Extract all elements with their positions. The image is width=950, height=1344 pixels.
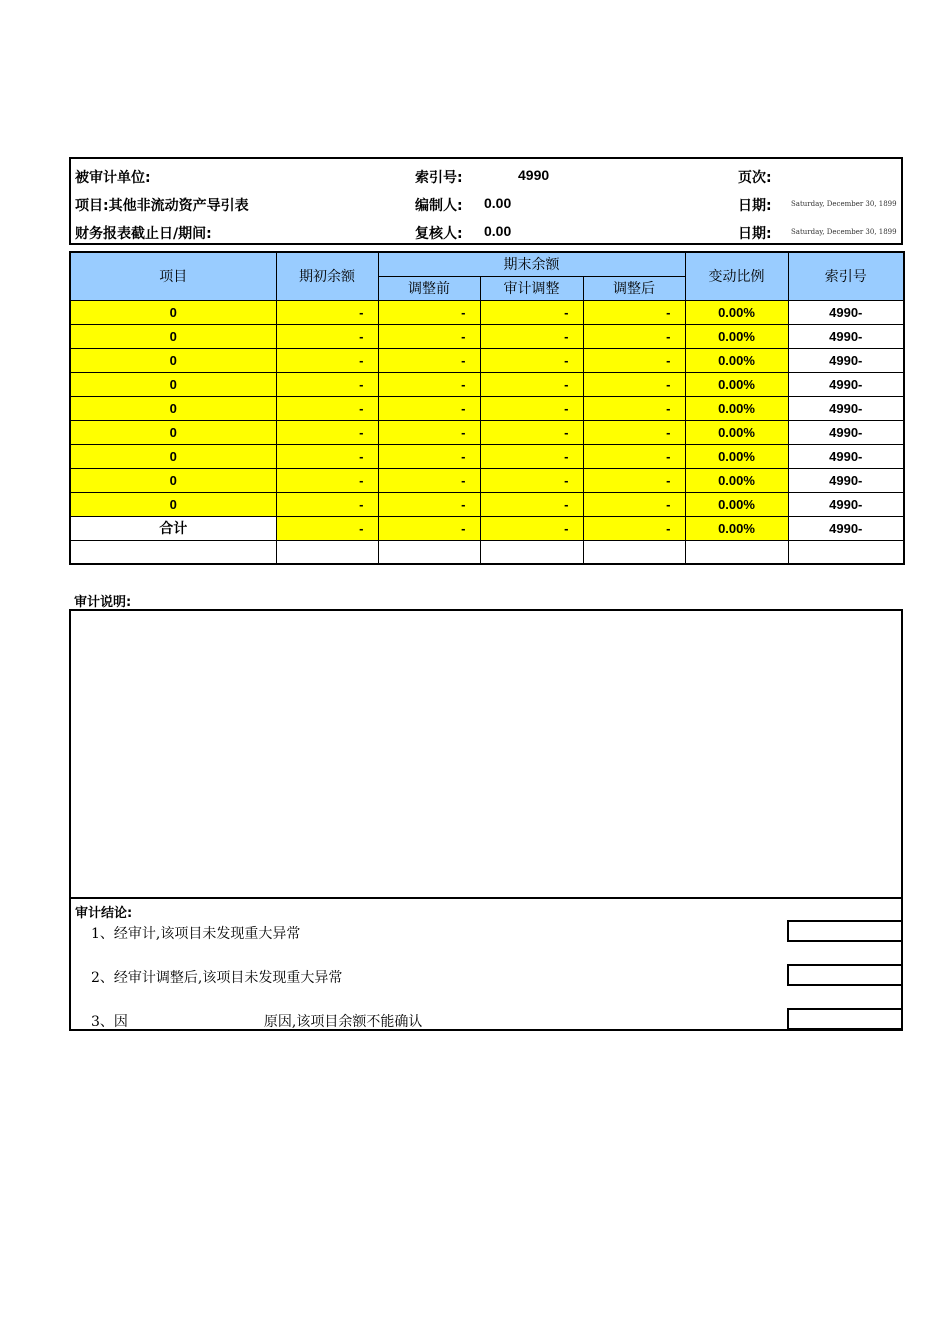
header-index: 索引号 bbox=[788, 252, 904, 300]
page-label: 页次: bbox=[738, 170, 772, 186]
table-row bbox=[70, 396, 904, 420]
cell-opening[interactable]: - bbox=[276, 300, 378, 324]
cell-item[interactable]: 0 bbox=[70, 420, 276, 444]
cell-adj[interactable]: - bbox=[480, 396, 583, 420]
info-row-period bbox=[71, 217, 901, 245]
conclusion-item-3 bbox=[91, 1011, 422, 1031]
total-after[interactable]: - bbox=[583, 516, 685, 540]
cell-adj[interactable]: - bbox=[480, 444, 583, 468]
cell-index[interactable]: 4990- bbox=[788, 420, 904, 444]
cell-before[interactable]: - bbox=[378, 372, 480, 396]
header-before-adj: 调整前 bbox=[378, 276, 480, 300]
audit-notes-box[interactable] bbox=[69, 609, 903, 899]
cell-adj[interactable]: - bbox=[480, 468, 583, 492]
cell-before[interactable]: - bbox=[378, 444, 480, 468]
guide-table bbox=[69, 251, 905, 565]
date-value-1[interactable]: Saturday, December 30, 1899 bbox=[791, 200, 897, 208]
table-row bbox=[70, 348, 904, 372]
audit-conclusion-box bbox=[69, 897, 903, 1031]
cell-adj[interactable]: - bbox=[480, 372, 583, 396]
empty-cell[interactable] bbox=[685, 540, 788, 564]
cell-item[interactable]: 0 bbox=[70, 468, 276, 492]
cell-before[interactable]: - bbox=[378, 396, 480, 420]
cell-after[interactable]: - bbox=[583, 492, 685, 516]
header-change-ratio: 变动比例 bbox=[685, 252, 788, 300]
reviewer-value[interactable]: 0.00 bbox=[484, 223, 512, 239]
date-label-2: 日期: bbox=[738, 226, 772, 242]
cell-after[interactable]: - bbox=[583, 444, 685, 468]
table-row bbox=[70, 324, 904, 348]
preparer-label: 编制人: bbox=[415, 198, 463, 214]
cell-index[interactable]: 4990- bbox=[788, 492, 904, 516]
cell-opening[interactable]: - bbox=[276, 444, 378, 468]
empty-cell[interactable] bbox=[276, 540, 378, 564]
conclusion-title: 审计结论: bbox=[75, 906, 133, 921]
cell-after[interactable]: - bbox=[583, 372, 685, 396]
header-info-box bbox=[69, 157, 903, 245]
cell-ratio[interactable]: 0.00% bbox=[685, 348, 788, 372]
reviewer-label: 复核人: bbox=[415, 226, 463, 242]
cell-opening[interactable]: - bbox=[276, 396, 378, 420]
preparer-value[interactable]: 0.00 bbox=[484, 195, 512, 211]
total-ratio[interactable]: 0.00% bbox=[685, 516, 788, 540]
cell-opening[interactable]: - bbox=[276, 468, 378, 492]
cell-opening[interactable]: - bbox=[276, 372, 378, 396]
cell-item[interactable]: 0 bbox=[70, 372, 276, 396]
cell-ratio[interactable]: 0.00% bbox=[685, 468, 788, 492]
cell-index[interactable]: 4990- bbox=[788, 324, 904, 348]
header-closing: 期末余额 bbox=[378, 252, 685, 276]
cell-index[interactable]: 4990- bbox=[788, 444, 904, 468]
empty-cell[interactable] bbox=[788, 540, 904, 564]
cell-item[interactable]: 0 bbox=[70, 492, 276, 516]
info-row-unit bbox=[71, 161, 901, 189]
cell-ratio[interactable]: 0.00% bbox=[685, 372, 788, 396]
cell-index[interactable]: 4990- bbox=[788, 372, 904, 396]
cell-item[interactable]: 0 bbox=[70, 324, 276, 348]
period-label: 财务报表截止日/期间: bbox=[75, 226, 212, 242]
cell-index[interactable]: 4990- bbox=[788, 300, 904, 324]
cell-after[interactable]: - bbox=[583, 324, 685, 348]
table-row bbox=[70, 468, 904, 492]
empty-row bbox=[70, 540, 904, 564]
header-opening: 期初余额 bbox=[276, 252, 378, 300]
cell-item[interactable]: 0 bbox=[70, 444, 276, 468]
cell-after[interactable]: - bbox=[583, 468, 685, 492]
header-item: 项目 bbox=[70, 252, 276, 300]
empty-cell[interactable] bbox=[583, 540, 685, 564]
conclusion-item-2: 2、经审计调整后,该项目未发现重大异常 bbox=[91, 970, 343, 986]
conclusion-item-3-prefix: 3、因 bbox=[91, 1014, 128, 1030]
total-opening[interactable]: - bbox=[276, 516, 378, 540]
total-row bbox=[70, 516, 904, 540]
cell-ratio[interactable]: 0.00% bbox=[685, 396, 788, 420]
cell-opening[interactable]: - bbox=[276, 324, 378, 348]
cell-before[interactable]: - bbox=[378, 300, 480, 324]
cell-opening[interactable]: - bbox=[276, 492, 378, 516]
index-value[interactable]: 4990 bbox=[518, 167, 550, 183]
cell-after[interactable]: - bbox=[583, 420, 685, 444]
header-after-adj: 调整后 bbox=[583, 276, 685, 300]
cell-ratio[interactable]: 0.00% bbox=[685, 300, 788, 324]
table-row bbox=[70, 492, 904, 516]
total-before[interactable]: - bbox=[378, 516, 480, 540]
total-index[interactable]: 4990- bbox=[788, 516, 904, 540]
cell-before[interactable]: - bbox=[378, 492, 480, 516]
empty-cell[interactable] bbox=[480, 540, 583, 564]
total-label: 合计 bbox=[70, 516, 276, 540]
cell-adj[interactable]: - bbox=[480, 324, 583, 348]
total-adj[interactable]: - bbox=[480, 516, 583, 540]
cell-adj[interactable]: - bbox=[480, 492, 583, 516]
cell-opening[interactable]: - bbox=[276, 348, 378, 372]
cell-ratio[interactable]: 0.00% bbox=[685, 420, 788, 444]
cell-after[interactable]: - bbox=[583, 300, 685, 324]
cell-index[interactable]: 4990- bbox=[788, 468, 904, 492]
date-value-2[interactable]: Saturday, December 30, 1899 bbox=[791, 228, 897, 236]
conclusion-check-3[interactable] bbox=[787, 1008, 903, 1030]
conclusion-item-3-suffix: 原因,该项目余额不能确认 bbox=[263, 1014, 423, 1030]
cell-ratio[interactable]: 0.00% bbox=[685, 324, 788, 348]
cell-adj[interactable]: - bbox=[480, 420, 583, 444]
cell-item[interactable]: 0 bbox=[70, 348, 276, 372]
conclusion-check-1[interactable] bbox=[787, 920, 903, 942]
table-row bbox=[70, 300, 904, 324]
empty-cell[interactable] bbox=[378, 540, 480, 564]
table-row bbox=[70, 372, 904, 396]
project-label: 项目:其他非流动资产导引表 bbox=[75, 198, 249, 214]
date-label-1: 日期: bbox=[738, 198, 772, 214]
cell-item[interactable]: 0 bbox=[70, 396, 276, 420]
index-label: 索引号: bbox=[415, 170, 463, 186]
table-row bbox=[70, 420, 904, 444]
conclusion-check-2[interactable] bbox=[787, 964, 903, 986]
audit-notes-label: 审计说明: bbox=[74, 595, 132, 610]
cell-item[interactable]: 0 bbox=[70, 300, 276, 324]
cell-adj[interactable]: - bbox=[480, 300, 583, 324]
cell-opening[interactable]: - bbox=[276, 420, 378, 444]
cell-before[interactable]: - bbox=[378, 468, 480, 492]
table-row bbox=[70, 444, 904, 468]
info-row-project bbox=[71, 189, 901, 217]
cell-before[interactable]: - bbox=[378, 348, 480, 372]
cell-before[interactable]: - bbox=[378, 420, 480, 444]
cell-index[interactable]: 4990- bbox=[788, 396, 904, 420]
cell-adj[interactable]: - bbox=[480, 348, 583, 372]
cell-index[interactable]: 4990- bbox=[788, 348, 904, 372]
empty-cell[interactable] bbox=[70, 540, 276, 564]
cell-after[interactable]: - bbox=[583, 396, 685, 420]
cell-after[interactable]: - bbox=[583, 348, 685, 372]
header-audit-adj: 审计调整 bbox=[480, 276, 583, 300]
cell-ratio[interactable]: 0.00% bbox=[685, 492, 788, 516]
cell-before[interactable]: - bbox=[378, 324, 480, 348]
cell-ratio[interactable]: 0.00% bbox=[685, 444, 788, 468]
audited-unit-label: 被审计单位: bbox=[75, 170, 151, 186]
conclusion-item-1: 1、经审计,该项目未发现重大异常 bbox=[91, 926, 301, 942]
